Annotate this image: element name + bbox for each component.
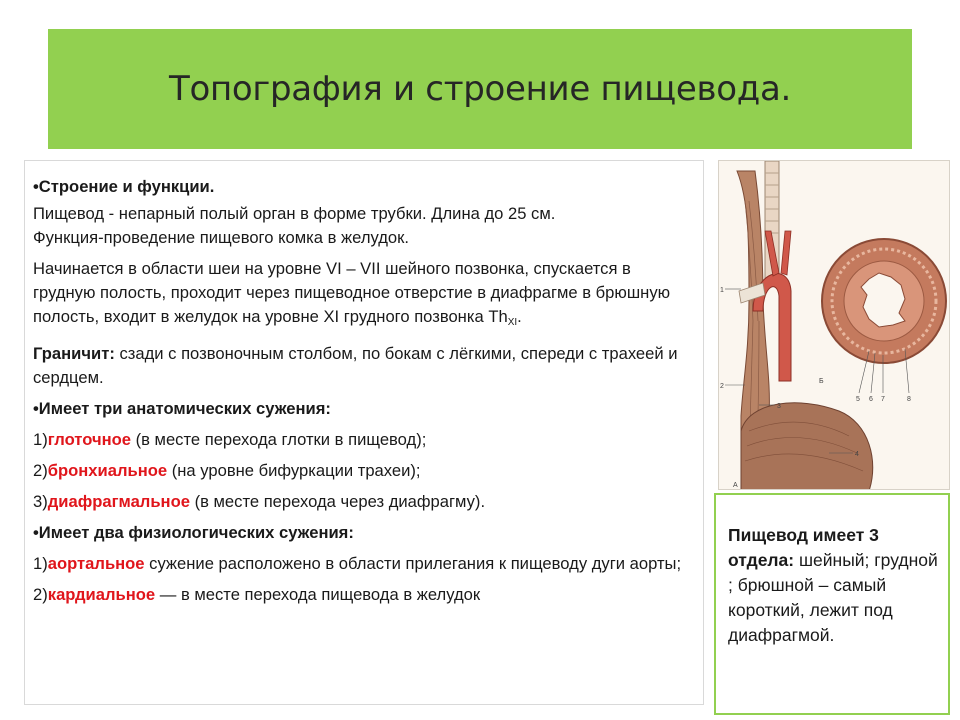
structure-heading: •Строение и функции. — [33, 177, 215, 196]
label-a: А — [733, 482, 738, 489]
narrowing-desc: — в месте перехода пищевода в желудок — [155, 585, 481, 604]
sections-note-box — [714, 493, 950, 715]
anatomical-item-1 — [33, 428, 697, 452]
narrowing-name: аортальное — [47, 554, 145, 573]
title-banner — [48, 29, 912, 149]
esophagus-illustration — [718, 160, 950, 490]
anatomy-drawing — [719, 161, 950, 490]
sections-note-text: шейный; грудной ; брюшной – самый короткий, лежит под диафрагмой. — [728, 550, 938, 645]
item-number: 1) — [33, 554, 48, 573]
stomach-shape — [741, 403, 873, 490]
borders-label: Граничит: — [33, 344, 115, 363]
aorta-branch — [781, 231, 791, 275]
location-text: Начинается в области шеи на уровне VI – VII шейного позвонка, спускается в грудную полость, проходит через пищеводное отверстие в диафрагме в брюшную полость, входит в желудок на уровне XI грудного позвонка Th — [33, 259, 671, 326]
label-4: 4 — [855, 451, 859, 458]
main-text-box — [24, 160, 704, 705]
vertebra-subscript: XI — [507, 317, 518, 328]
anatomical-item-3 — [33, 490, 697, 514]
sections-note-bold: Пищевод имеет 3 отдела: — [728, 525, 879, 570]
item-number: 3) — [33, 492, 48, 511]
narrowing-name: глоточное — [47, 430, 131, 449]
item-number: 1) — [33, 430, 48, 449]
label-5: 5 — [856, 396, 860, 403]
label-7: 7 — [881, 396, 885, 403]
narrowing-name: бронхиальное — [47, 461, 168, 480]
narrowing-desc: (в месте перехода глотки в пищевод); — [130, 430, 427, 449]
physiological-item-2 — [33, 583, 697, 607]
label-2: 2 — [720, 383, 724, 390]
narrowing-desc: сужение расположено в области прилегания к пищеводу дуги аорты; — [144, 554, 682, 573]
label-3: 3 — [777, 403, 781, 410]
label-1: 1 — [720, 287, 724, 294]
label-b: Б — [819, 378, 824, 385]
narrowing-name: диафрагмальное — [47, 492, 190, 511]
definition-paragraph — [33, 202, 697, 250]
narrowing-desc: (на уровне бифуркации трахеи); — [167, 461, 421, 480]
item-number: 2) — [33, 461, 48, 480]
slide-title: Топография и строение пищевода. — [168, 69, 792, 109]
borders-paragraph — [33, 342, 697, 390]
narrowing-name: кардиальное — [47, 585, 156, 604]
label-6: 6 — [869, 396, 873, 403]
anatomical-item-2 — [33, 459, 697, 483]
location-end: . — [517, 307, 522, 326]
physiological-item-1 — [33, 552, 697, 576]
item-number: 2) — [33, 585, 48, 604]
narrowing-desc: (в месте перехода через диафрагму). — [189, 492, 486, 511]
anatomical-heading: •Имеет три анатомических сужения: — [33, 399, 331, 418]
borders-text: сзади с позвоночным столбом, по бокам с лёгкими, спереди с трахеей и сердцем. — [33, 344, 678, 387]
label-8: 8 — [907, 396, 911, 403]
physiological-heading: •Имеет два физиологических сужения: — [33, 523, 354, 542]
definition-line-1: Пищевод - непарный полый орган в форме трубки. Длина до 25 см. — [33, 204, 556, 223]
location-paragraph — [33, 257, 697, 335]
definition-line-2: Функция-проведение пищевого комка в желудок. — [33, 228, 410, 247]
